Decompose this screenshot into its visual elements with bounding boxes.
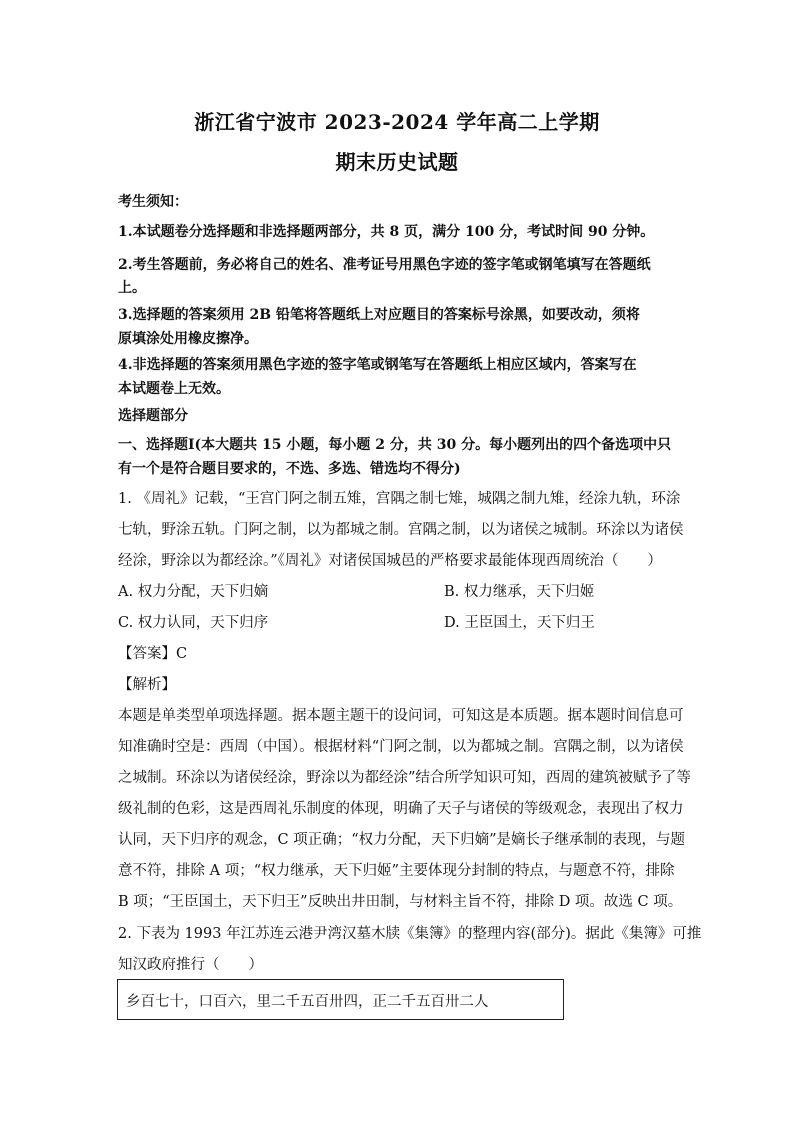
question-1-stem: 七轨，野涂五轨。门阿之制，以为都城之制。宫隅之制，以为诸侯之城制。环涂以为诸侯 bbox=[118, 522, 684, 538]
option-c: C. 权力认同，天下归序 bbox=[118, 615, 269, 631]
analysis-text: 之城制。环涂以为诸侯经涂，野涂以为都经涂”结合所学知识可知，西周的建筑被赋予了等 bbox=[118, 770, 691, 786]
notice-item: 上。 bbox=[118, 280, 146, 296]
notice-item: 3.选择题的答案须用 2B 铅笔将答题纸上对应题目的答案标号涂黑，如要改动，须将 bbox=[118, 307, 640, 323]
notice-item: 原填涂处用橡皮擦净。 bbox=[118, 331, 258, 347]
analysis-text: B 项；“王臣国土，天下归王”反映出井田制，与材料主旨不符，排除 D 项。故选 C 项。 bbox=[118, 894, 683, 910]
material-text: 乡百七十，口百六，里二千五百卅四，正二千五百卅二人 bbox=[126, 994, 489, 1010]
option-d: D. 王臣国土，天下归王 bbox=[444, 615, 595, 631]
question-2-stem: 2. 下表为 1993 年江苏连云港尹湾汉墓木牍《集簿》的整理内容(部分)。据此《集簿》可推 bbox=[118, 926, 702, 942]
section-label: 选择题部分 bbox=[118, 408, 188, 424]
notice-item: 2.考生答题前，务必将自己的姓名、准考证号用黑色字迹的签字笔或钢笔填写在答题纸 bbox=[118, 257, 651, 273]
exam-subtitle: 期末历史试题 bbox=[335, 150, 459, 174]
answer-label: 【答案】C bbox=[118, 646, 188, 662]
notice-item: 4.非选择题的答案须用黑色字迹的签字笔或钢笔写在答题纸上相应区域内，答案写在 bbox=[118, 357, 637, 373]
option-b: B. 权力继承，天下归姬 bbox=[444, 584, 595, 600]
analysis-text: 意不符，排除 A 项；“权力继承，天下归姬”主要体现分封制的特点，与题意不符，排除 bbox=[118, 863, 675, 879]
notice-item: 1.本试题卷分选择题和非选择题两部分，共 8 页，满分 100 分，考试时间 90 分钟。 bbox=[118, 224, 655, 240]
material-box bbox=[117, 979, 564, 1020]
notice-heading: 考生须知： bbox=[118, 194, 188, 210]
analysis-text: 知准确时空是：西周（中国）。根据材料“门阿之制，以为都城之制。宫隅之制，以为诸侯 bbox=[118, 739, 684, 755]
question-1-stem: 经涂，野涂以为都经涂。”《周礼》对诸侯国城邑的严格要求最能体现西周统治（ ） bbox=[118, 553, 662, 569]
question-2-stem: 知汉政府推行（ ） bbox=[118, 957, 263, 973]
section-instructions: 有一个是符合题目要求的，不选、多选、错选均不得分) bbox=[118, 461, 461, 477]
analysis-text: 认同，天下归序的观念，C 项正确；“权力分配，天下归嫡”是嫡长子继承制的表现，与题 bbox=[118, 832, 686, 848]
question-1-stem: 1. 《周礼》记载，“王宫门阿之制五雉，宫隅之制七雉，城隅之制九雉，经涂九轨，环涂 bbox=[118, 491, 681, 507]
section-instructions: 一、选择题Ⅰ(本大题共 15 小题，每小题 2 分，共 30 分。每小题列出的四个备选项中只 bbox=[118, 437, 672, 453]
analysis-text: 本题是单类型单项选择题。据本题主题干的设问词，可知这是本质题。据本题时间信息可 bbox=[118, 708, 684, 724]
notice-item: 本试题卷上无效。 bbox=[118, 381, 230, 397]
analysis-text: 级礼制的色彩，这是西周礼乐制度的体现，明确了天子与诸侯的等级观念，表现出了权力 bbox=[118, 801, 684, 817]
exam-title: 浙江省宁波市 2023-2024 学年高二上学期 bbox=[194, 110, 600, 134]
analysis-label: 【解析】 bbox=[118, 677, 176, 693]
option-a: A. 权力分配，天下归嫡 bbox=[118, 584, 269, 600]
